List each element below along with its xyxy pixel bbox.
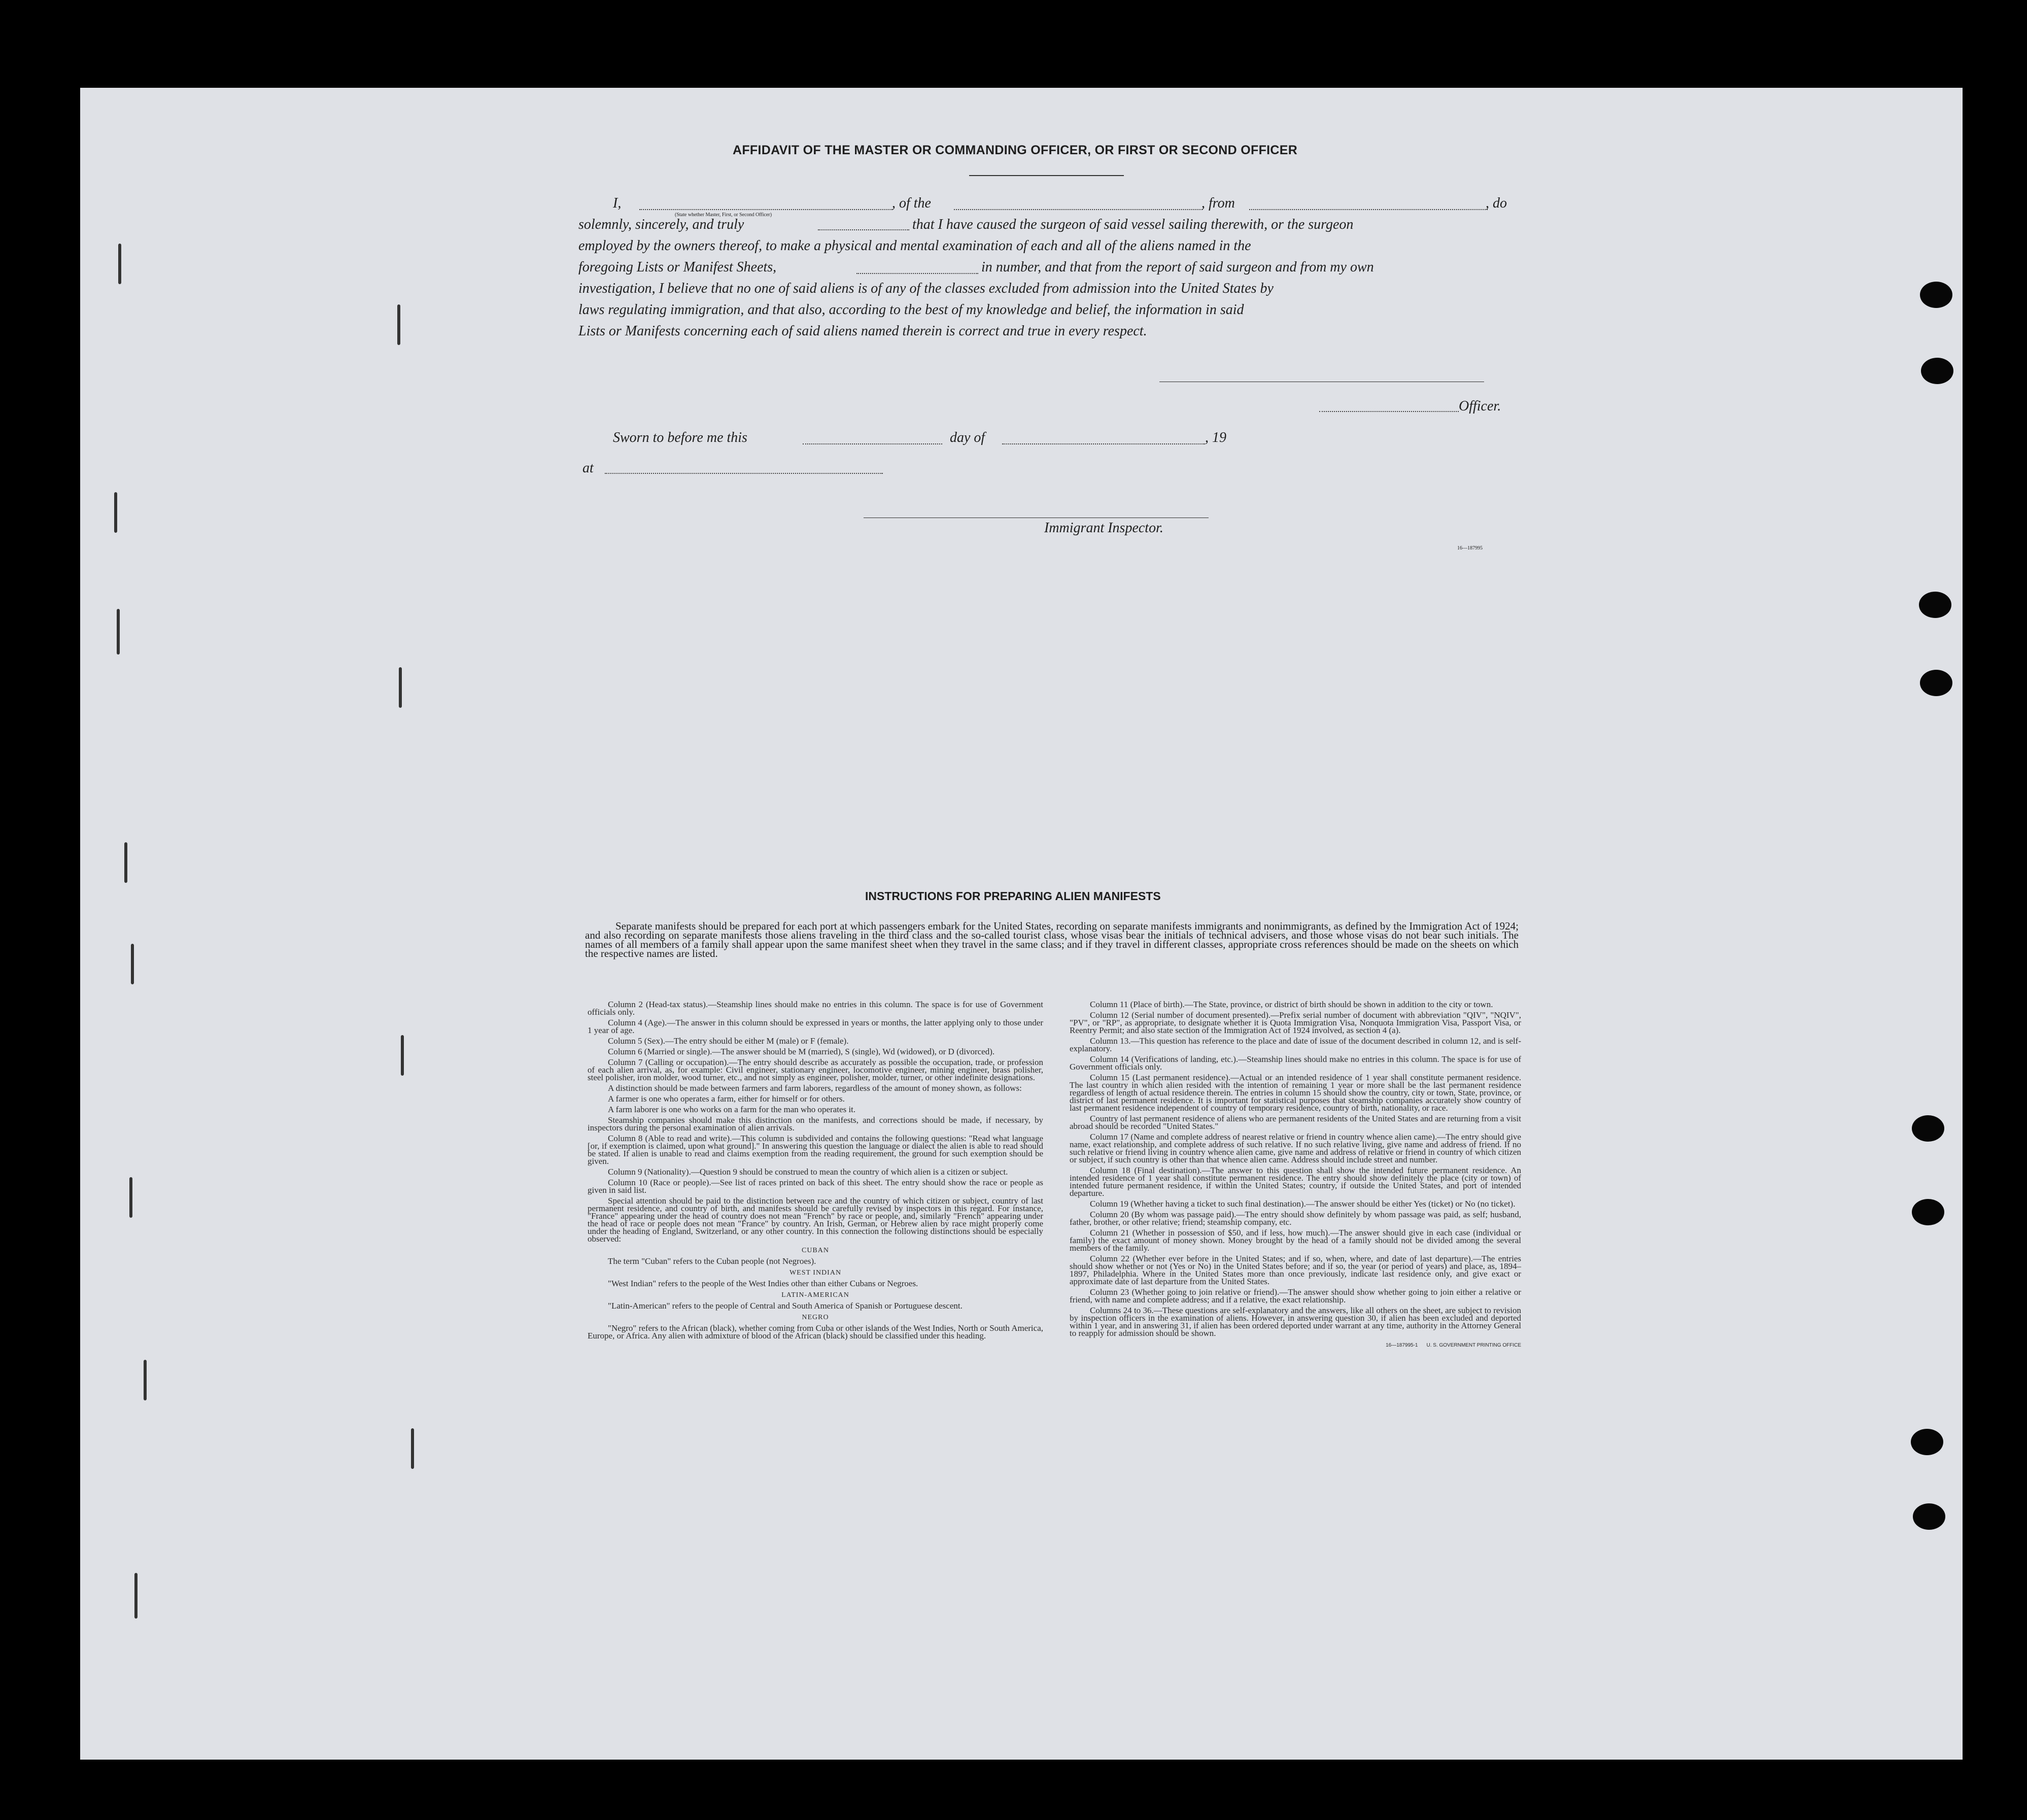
- binder-hole: [1920, 670, 1952, 696]
- instruction-col17: Column 17 (Name and complete address of nearest relative or friend in country whence alien came).—The entry should give name, exact relationship, and complete address of such relative. If no such relative living, give name and address of friend. If no such relative or friend living in country whence alien came, give name and address of relative or friend in country of which citizen or subject, if such country is other than that whence alien came. Address should include street and number.: [1070, 1132, 1521, 1164]
- day-of-label: day of: [950, 430, 985, 445]
- negro-text: "Negro" refers to the African (black), whether coming from Cuba or other islands of the West Indies, North or South America, Europe, or Africa. Any alien with admixture of blood of the African (black) should be classified under this heading.: [588, 1323, 1043, 1341]
- instruction-farmer: A farmer is one who operates a farm, either for himself or for others.: [608, 1094, 845, 1104]
- instruction-col15: Column 15 (Last permanent residence).—Actual or an intended residence of 1 year shall constitute permanent residence. The last country in which alien resided with the intention of remaining 1 year or more shall be the last permanent residence regardless of length of actual residence therein. The entries in column 15 should show the country, city or town, State, province, or district of last permanent residence. It is important for statistical purposes that steamship companies accurately show country of last permanent residence independent of country of temporary residence, country of birth, nationality, or race.: [1070, 1073, 1521, 1113]
- affidavit-line-2b: that I have caused the surgeon of said vessel sailing therewith, or the surgeon: [912, 217, 1354, 232]
- instructions-title: INSTRUCTIONS FOR PREPARING ALIEN MANIFESTS: [865, 889, 1161, 903]
- footer: [1070, 1340, 1521, 1349]
- instruction-col13: Column 13.—This question has reference to the place and date of issue of the document described in column 12, and is self-explanatory.: [1070, 1036, 1521, 1053]
- instructions-intro: Separate manifests should be prepared for each port at which passengers embark for the United States, recording on separate manifests immigrants and nonimmigrants, as defined by the Immigration Act of 1924; and also recording on separate manifests those aliens traveling in the third class and the so-called tourist class, whose visas bear the initials of technical advisers, and those whose visas do not bear such initials. The names of all members of a family shall appear upon the same manifest sheet when they travel in the same class; and if they travel in different classes, appropriate cross references should be made on the sheets on which the respective names are listed.: [585, 920, 1519, 959]
- affidavit-i: I,: [613, 195, 622, 211]
- officer-name-field[interactable]: [1319, 411, 1459, 412]
- instruction-col8: Column 8 (Able to read and write).—This column is subdivided and contains the following questions: "Read what language [or, if exemption is claimed, upon what ground]." In answering this question the language or dialect the alien is able to read should be stated. If alien is unable to read and claims exemption from the reading requirement, the ground for such exemption should be given.: [588, 1134, 1043, 1166]
- instruction-col14: Column 14 (Verifications of landing, etc.).—Steamship lines should make no entries in this column. The space is for use of Government officials only.: [1070, 1054, 1521, 1072]
- form-code: 16—187995: [1457, 545, 1483, 551]
- margin-mark: [129, 1177, 132, 1218]
- affidavit-title: AFFIDAVIT OF THE MASTER OR COMMANDING OFFICER, OR FIRST OR SECOND OFFICER: [733, 143, 1298, 157]
- binder-hole: [1920, 282, 1952, 308]
- binder-hole: [1919, 592, 1951, 618]
- margin-mark: [134, 1573, 138, 1619]
- of-the-label: , of the: [892, 195, 931, 211]
- binder-hole: [1911, 1429, 1943, 1455]
- from-label: , from: [1201, 195, 1235, 211]
- margin-mark: [399, 667, 402, 708]
- margin-mark: [131, 944, 134, 984]
- instruction-col7: Column 7 (Calling or occupation).—The entry should describe as accurately as possible the occupation, trade, or profession of each alien arrival, as, for example: Civil engineer, stationary engineer, locomotive engineer, mining engineer, brass polisher, steel polisher, iron molder, wood turner, etc., and not simply as engineer, polisher, molder, turner, or other indefinite designations.: [588, 1057, 1043, 1082]
- west-indian-text: "West Indian" refers to the people of the West Indies other than either Cubans or Negroes.: [608, 1279, 918, 1288]
- cuban-text: The term "Cuban" refers to the Cuban people (not Negroes).: [608, 1256, 816, 1266]
- instruction-col10: Column 10 (Race or people).—See list of races printed on back of this sheet. The entry should show the race or people as given in said list.: [588, 1178, 1043, 1195]
- instruction-col2: Column 2 (Head-tax status).—Steamship lines should make no entries in this column. The space is for use of Government officials only.: [588, 1000, 1043, 1017]
- instruction-col19: Column 19 (Whether having a ticket to such final destination).—The answer should be either Yes (ticket) or No (no ticket).: [1090, 1199, 1516, 1209]
- vessel-name-field[interactable]: [954, 209, 1203, 210]
- instruction-col6: Column 6 (Married or single).—The answer should be M (married), S (single), Wd (widowed), or D (divorced).: [608, 1047, 995, 1056]
- instruction-col9: Column 9 (Nationality).—Question 9 should be construed to mean the country of which alien is a citizen or subject.: [608, 1167, 1008, 1177]
- officer-label: Officer.: [1459, 398, 1501, 414]
- binder-hole: [1913, 1503, 1945, 1530]
- affidavit-line-4b: in number, and that from the report of said surgeon and from my own: [981, 259, 1374, 275]
- instruction-col22: Column 22 (Whether ever before in the United States; and if so, when, where, and date of last departure).—The entries should show whether or not (Yes or No) in the United States before; and if so, the year (or period of years) and place, as, 1894–1897, Philadelphia. Where in the United States more than once previously, indicate last residence only, and give exact or approximate date of last departure from the United States.: [1070, 1254, 1521, 1286]
- binder-hole: [1921, 358, 1953, 384]
- affidavit-line-2a: solemnly, sincerely, and truly: [578, 217, 744, 232]
- latin-american-text: "Latin-American" refers to the people of Central and South America of Spanish or Portuguese descent.: [608, 1301, 963, 1311]
- instruction-col4: Column 4 (Age).—The answer in this column should be expressed in years or months, the latter applying only to those under 1 year of age.: [588, 1018, 1043, 1035]
- instruction-col12: Column 12 (Serial number of document presented).—Prefix serial number of document with abbreviation "QIV", "NQIV", "PV", or "RP", as appropriate, to designate whether it is Quota Immigration Visa, Nonquota Immigration Visa, Passport Visa, or Reentry Permit; and also state section of the Immigration Act of 1924 involved, as section 4 (a).: [1070, 1010, 1521, 1035]
- margin-mark: [117, 609, 120, 655]
- instruction-farm-laborer: A farm laborer is one who works on a farm for the man who operates it.: [608, 1105, 856, 1114]
- title-underline: [969, 175, 1124, 176]
- instruction-col11: Column 11 (Place of birth).—The State, province, or district of birth should be shown in addition to the city or town.: [1090, 1000, 1493, 1009]
- latin-american-heading: LATIN-AMERICAN: [781, 1291, 849, 1299]
- instruction-col20: Column 20 (By whom was passage paid).—The entry should show definitely by whom passage was paid, as self; husband, father, brother, or other relative; friend; steamship company, etc.: [1070, 1210, 1521, 1227]
- instruction-steamship: Steamship companies should make this distinction on the manifests, and corrections should be made, if necessary, by inspectors during the personal examination of alien arrivals.: [588, 1115, 1043, 1132]
- at-label: at: [582, 460, 594, 476]
- instruction-col21: Column 21 (Whether in possession of $50, and if less, how much).—The answer should give in each case (individual or family) the exact amount of money shown. Money brought by the head of a family should not be divided among the several members of the family.: [1070, 1228, 1521, 1253]
- year-label: , 19: [1205, 430, 1226, 445]
- instruction-col23: Column 23 (Whether going to join relative or friend).—The answer should show whether going to join either a relative or friend, with name and complete address; and if a relative, the exact relationship.: [1070, 1287, 1521, 1304]
- sworn-month-field[interactable]: [1002, 443, 1205, 444]
- oath-form-field[interactable]: [818, 229, 909, 230]
- margin-mark: [144, 1360, 147, 1400]
- do-label: , do: [1486, 195, 1507, 211]
- affidavit-line-7: Lists or Manifests concerning each of said aliens named therein is correct and true in every respect.: [578, 323, 1147, 339]
- instructions-left-column: [588, 1001, 1043, 1343]
- negro-heading: NEGRO: [802, 1314, 829, 1321]
- binder-hole: [1912, 1199, 1944, 1225]
- sworn-day-field[interactable]: [803, 443, 942, 444]
- instruction-col24-36: Columns 24 to 36.—These questions are self-explanatory and the answers, like all others on the sheet, are subject to revision by inspection officers in the examination of aliens. However, in answering question 30, if alien has been excluded and deported within 1 year, and in answering 31, if alien has been ordered deported under warrant at any time, authority in the Attorney General to reapply for admission should be shown.: [1070, 1306, 1521, 1338]
- footer-office: U. S. GOVERNMENT PRINTING OFFICE: [1426, 1343, 1521, 1348]
- instructions-right-column: [1070, 1001, 1521, 1349]
- rank-note: (State whether Master, First, or Second Officer): [675, 212, 772, 218]
- footer-code: 16—187995-1: [1386, 1343, 1418, 1348]
- west-indian-heading: WEST INDIAN: [789, 1269, 842, 1277]
- instruction-special-attention: Special attention should be paid to the distinction between race and the country of which citizen or subject, country of last permanent residence, and country of birth, and manifests should be carefully revised by inspectors in this regard. For instance, "France" appearing under the head of country does not mean "French" by race or people, and, similarly "French" appearing under the head of race or people does not mean "France" by country. An Irish, German, or Hebrew alien by race might properly come under the heading of England, Switzerland, or any other country. In this connection the following distinctions should be especially observed:: [588, 1196, 1043, 1244]
- margin-mark: [411, 1428, 414, 1469]
- instruction-us-residents: Country of last permanent residence of aliens who are permanent residents of the United States and are returning from a visit abroad should be recorded "United States.": [1070, 1114, 1521, 1131]
- affidavit-line-1: [613, 193, 1514, 214]
- margin-mark: [401, 1035, 404, 1076]
- sheet-count-field[interactable]: [856, 273, 978, 274]
- margin-mark: [397, 304, 400, 345]
- margin-mark: [118, 244, 121, 284]
- affidavit-line-6: laws regulating immigration, and that also, according to the best of my knowledge and belief, the information in said: [578, 302, 1244, 318]
- port-from-field[interactable]: [1249, 209, 1488, 210]
- officer-rank-field[interactable]: [639, 209, 893, 210]
- sworn-place-field[interactable]: [605, 473, 883, 474]
- sworn-label: Sworn to before me this: [613, 430, 747, 445]
- instruction-col5: Column 5 (Sex).—The entry should be either M (male) or F (female).: [608, 1036, 849, 1046]
- margin-mark: [114, 492, 117, 533]
- margin-mark: [124, 842, 127, 883]
- inspector-label: Immigrant Inspector.: [1044, 520, 1163, 536]
- instruction-farmer-distinction: A distinction should be made between farmers and farm laborers, regardless of the amount of money shown, as follows:: [608, 1083, 1022, 1093]
- binder-hole: [1912, 1115, 1944, 1142]
- affidavit-line-5: investigation, I believe that no one of said aliens is of any of the classes excluded from admission into the United States by: [578, 281, 1274, 296]
- affidavit-line-3: employed by the owners thereof, to make a physical and mental examination of each and all of the aliens named in the: [578, 238, 1251, 254]
- instruction-col18: Column 18 (Final destination).—The answer to this question shall show the intended future permanent residence. An intended residence of 1 year shall constitute permanent residence. The entry should show definitely the place (city or town) of intended future permanent residence, if within the United States; country, if outside the United States, and port of intended departure.: [1070, 1165, 1521, 1198]
- affidavit-line-4a: foregoing Lists or Manifest Sheets,: [578, 259, 777, 275]
- cuban-heading: CUBAN: [801, 1247, 829, 1254]
